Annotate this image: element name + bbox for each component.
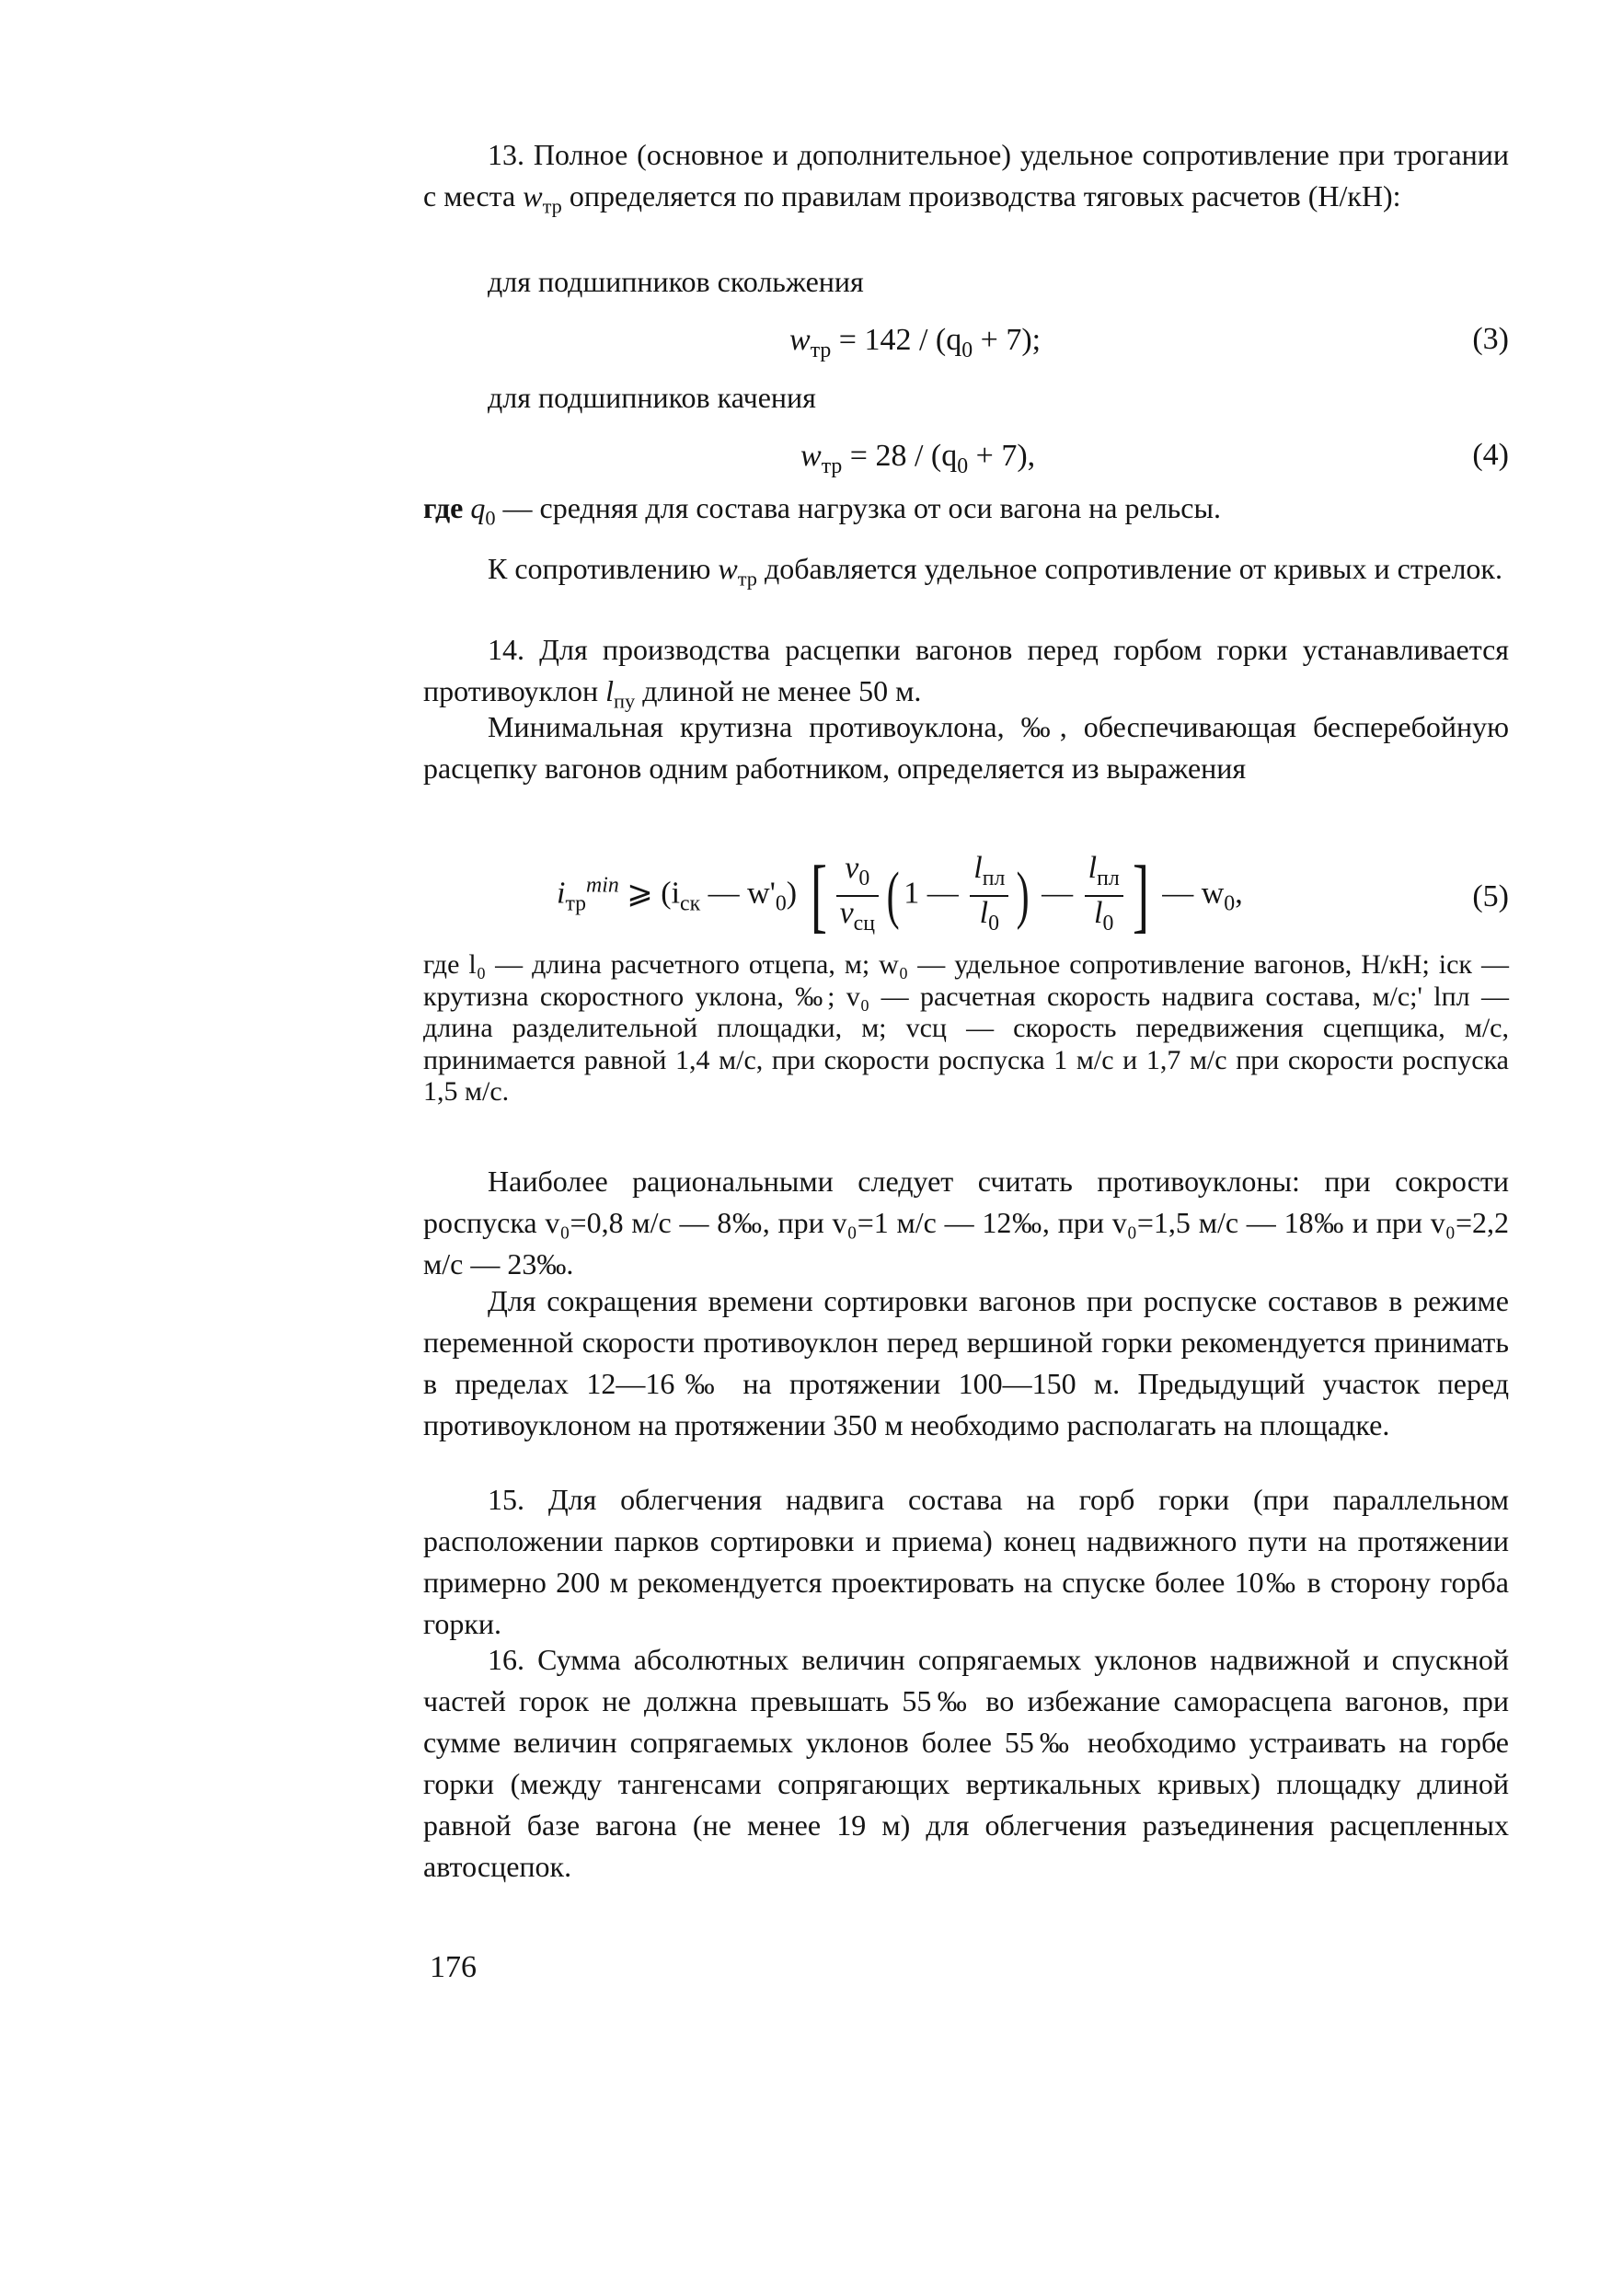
eq5-lpl-2-sub: пл	[1097, 866, 1120, 890]
eq5-one-minus: 1 —	[904, 876, 967, 911]
curves-symbol-sub: тр	[737, 567, 757, 591]
p14-symbol: l	[605, 674, 615, 707]
paragraph-min-slope	[423, 706, 1509, 789]
eq5-vsc-sub: сц	[853, 911, 875, 936]
eq3-rhs: = 142 / (q	[831, 323, 962, 357]
p13-symbol: w	[523, 179, 543, 212]
eq5-fraction-l1	[970, 852, 1008, 940]
p13-text-b: определяется по правилам производства тяговых расчетов (Н/кН):	[561, 179, 1401, 212]
eq5-lpl-sub: пл	[982, 866, 1006, 890]
min-slope-text: Минимальная крутизна противоуклона, ‰, обеспечивающая бесперебойную расцепку вагонов одним работником, определяется из выражения	[423, 710, 1509, 785]
eq3-w: w	[789, 323, 811, 357]
eq5-l0-sub: 0	[988, 911, 999, 936]
curves-text-a: К сопротивлению	[488, 552, 719, 585]
eq4-end: + 7),	[968, 439, 1036, 473]
paragraph-where-q0	[423, 488, 1509, 538]
paragraph-reduce	[423, 1280, 1509, 1446]
p13-text-a: 13. Полное (основное и дополнительное) удельное сопротивление при трогании с места	[423, 138, 1509, 212]
rolling-label: для подшипников качения	[488, 381, 816, 414]
paragraph-curves	[423, 548, 1509, 599]
eq3-q-sub: 0	[961, 338, 973, 362]
eq5-right-bracket: ]	[1132, 849, 1149, 941]
eq5-fraction-v	[836, 852, 879, 940]
equation-4	[800, 438, 1035, 485]
where-eq5-text: где l₀ — длина расчетного отцепа, м; w₀ — удельное сопротивление вагонов, Н/кН; iск — крутизна скоростного уклона, ‰; v₀ — расчетная скорость надвига состава, м/с;' lпл — длина разделительной площадки, м; vсц — скорость передвижения сцепщика, м/с, принимается равной 1,4 м/с, при скорости роспуска 1 м/с и 1,7 м/с при скорости роспуска 1,5 м/с.	[423, 949, 1509, 1107]
eq5-l0-2: l	[1094, 895, 1103, 930]
eq5-tail: — w	[1154, 876, 1225, 911]
p13-symbol-sub: тр	[542, 194, 562, 218]
paragraph-rational	[423, 1161, 1509, 1285]
reduce-text: Для сокращения времени сортировки вагонов при роспуске составов в режиме переменной скорости противоуклон перед вершиной горки рекомендуется принимать в пределах 12—16‰ на протяжении 100—150 м. Предыдущий участок перед противоуклоном на протяжении 350 м необходимо располагать на площадке.	[423, 1284, 1509, 1441]
paragraph-15	[423, 1479, 1509, 1645]
eq5-i: i	[557, 876, 566, 911]
rational-text: Наиболее рациональными следует считать противоуклоны: при сокрости роспуска v₀=0,8 м/с — 8‰, при v₀=1 м/с — 12‰, при v₀=1,5 м/с — 18‰ и при v₀=2,2 м/с — 23‰.	[423, 1165, 1509, 1280]
p14-text-a: 14. Для производства расцепки вагонов перед горбом горки устанавливается противоуклон	[423, 633, 1509, 707]
eq3-w-sub: тр	[810, 338, 832, 362]
curves-text-b: добавляется удельное сопротивление от кривых и стрелок.	[756, 552, 1502, 585]
p14-text-b: длиной не менее 50 м.	[635, 674, 922, 707]
eq5-ge: ⩾	[618, 876, 662, 911]
p15-text: 15. Для облегчения надвига состава на горб горки (при параллельном расположении парков сортировки и приема) конец надвижного пути на протяжении примерно 200 м рекомендуется проектировать на спуске более 10‰ в сторону горба горки.	[423, 1483, 1509, 1640]
page-number: 176	[430, 1950, 477, 1984]
paragraph-16	[423, 1639, 1509, 1888]
eq4-w-sub: тр	[821, 453, 843, 478]
equation-3-number: (3)	[1472, 322, 1509, 356]
eq5-comma: ,	[1235, 876, 1243, 911]
eq5-v0-sub: 0	[858, 866, 870, 890]
p14-symbol-sub: пу	[614, 689, 636, 713]
curves-symbol: w	[718, 552, 738, 585]
eq3-end: + 7);	[973, 323, 1042, 357]
eq5-l0: l	[979, 895, 989, 930]
eq5-fraction-l2	[1085, 852, 1123, 940]
eq5-left-bracket: [	[810, 849, 827, 941]
eq5-v0: v	[845, 851, 859, 885]
q0-symbol-sub: 0	[485, 506, 496, 530]
q0-symbol: q	[470, 491, 486, 524]
eq5-minus: —	[1033, 876, 1081, 911]
paragraph-13	[423, 134, 1509, 226]
eq5-w-sub: 0	[775, 891, 787, 916]
where-q0-text: — средняя для состава нагрузка от оси вагона на рельсы.	[495, 491, 1221, 524]
paragraph-where-eq5	[423, 949, 1509, 1108]
eq5-close: )	[786, 876, 798, 911]
equation-4-number: (4)	[1472, 438, 1509, 472]
eq4-w: w	[800, 439, 822, 473]
eq4-q-sub: 0	[957, 453, 969, 478]
eq5-open-paren: (	[886, 859, 900, 931]
eq5-lpl: l	[973, 851, 983, 885]
eq5-tail-sub: 0	[1224, 891, 1236, 916]
eq5-lpl-2: l	[1088, 851, 1098, 885]
eq5-vsc: v	[839, 895, 854, 930]
eq5-minus-w: — w'	[700, 876, 776, 911]
paragraph-sliding	[423, 261, 1509, 303]
where-label: где	[423, 491, 471, 524]
eq5-i-sup: min	[586, 873, 619, 898]
sliding-label: для подшипников скольжения	[488, 265, 864, 298]
eq5-open: (i	[661, 876, 681, 911]
equation-5-number: (5)	[1472, 879, 1509, 913]
eq5-isk-sub: ск	[680, 891, 701, 916]
equation-3	[789, 322, 1041, 369]
equation-5	[557, 849, 1243, 941]
eq5-i-sub: тр	[565, 891, 587, 916]
eq5-l0-2-sub: 0	[1102, 911, 1114, 936]
paragraph-rolling	[423, 377, 1509, 419]
eq4-rhs: = 28 / (q	[842, 439, 958, 473]
p16-text: 16. Сумма абсолютных величин сопрягаемых уклонов надвижной и спускной частей горок не должна превышать 55‰ во избежание саморасцепа вагонов, при сумме величин сопрягаемых уклонов более 55‰ необходимо устраивать на горбе горки (между тангенсами сопрягающих вертикальных кривых) площадку длиной равной базе вагона (не менее 19 м) для облегчения разъединения расцепленных автосцепок.	[423, 1643, 1509, 1883]
eq5-close-paren: )	[1017, 859, 1030, 931]
